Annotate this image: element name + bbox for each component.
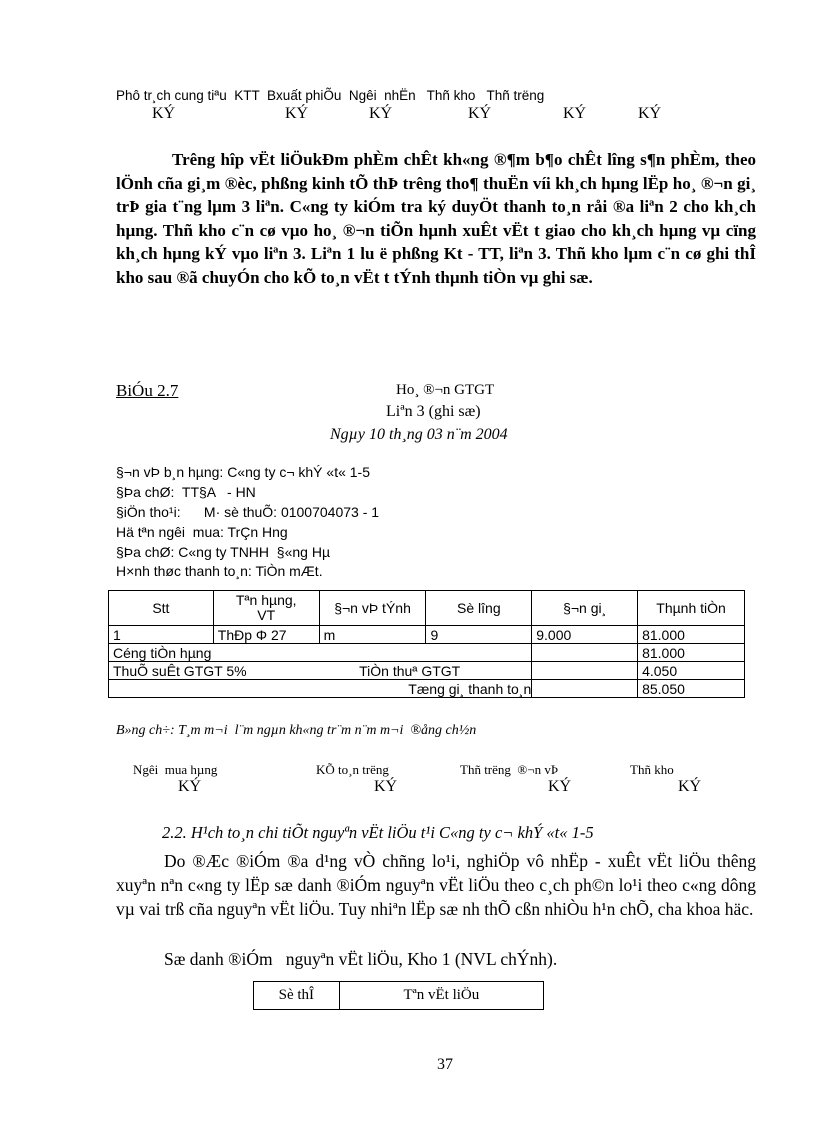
signature-ky: KÝ	[678, 778, 702, 795]
total-row	[109, 680, 745, 698]
invoice-table	[108, 590, 745, 698]
sig-label-buyer: Ngêi mua hµng	[133, 762, 218, 777]
header-stt: Stt	[109, 591, 214, 626]
body-paragraph: Trêng hîp vËt liÖukÐm phÈm chÊt kh«ng ®¶m b¶o chÊt lîng s¶n phÈm, theo lÖnh cña gi¸m ®èc, phßng kinh tÕ thÞ trêng tho¶ thuËn víi kh¸ch hµng lËp ho¸ ®¬n gi¸ trÞ gia t¨ng lµm 3 liªn. C«ng ty kiÓm tra ký duyÖt thanh to¸n råi ®a liªn 2 cho kh¸ch hµng. Thñ kho c¨n cø vµo ho¸ ®¬n tiÕn hµnh xuÊt vËt t giao cho kh¸ch hµng vµ cïng kh¸ch hµng kÝ vµo liªn 3. Liªn 1 lu ë phßng Kt - TT, liªn 3. Thñ kho lµm c¨n cø ghi thÎ kho sau ®ã chuyÓn cho kÕ to¸n vËt t tÝnh thµnh tiÒn vµ ghi sæ.	[116, 150, 756, 287]
section-heading: 2.2. H¹ch to¸n chi tiÕt nguyªn vËt liÖu t¹i C«ng ty c¬ khÝ «t« 1-5	[162, 823, 594, 842]
header-card-number: Sè thÎ	[254, 982, 340, 1010]
table-row	[109, 626, 745, 644]
signature-ky: KÝ	[374, 778, 398, 795]
header-unit-price: §¬n gi¸	[532, 591, 638, 626]
signature-ky: KÝ	[285, 105, 309, 122]
buyer-address: §Þa chØ: C«ng ty TNHH §«ng Hµ	[116, 544, 331, 560]
cell-stt: 1	[109, 626, 214, 644]
subtotal-row	[109, 644, 745, 662]
sig-label-chief-accountant: KÕ to¸n trëng	[316, 762, 389, 777]
book-line: Sæ danh ®iÓm nguyªn vËt liÖu, Kho 1 (NVL chÝnh).	[164, 949, 558, 969]
header-material-name: Tªn vËt liÖu	[339, 982, 543, 1010]
invoice-date: Ngµy 10 th¸ng 03 n¨m 2004	[330, 426, 508, 443]
invoice-header-row	[109, 591, 745, 626]
tax-row	[109, 662, 745, 680]
invoice-title: Ho¸ ®¬n GTGT	[396, 382, 495, 398]
page-number: 37	[437, 1056, 453, 1073]
sig-label-unit-head: Thñ trëng ®¬n vÞ	[460, 762, 559, 777]
header-item-name: Tªn hµng, VT	[213, 591, 319, 626]
subtotal-value: 81.000	[638, 644, 745, 662]
tax-spacer	[532, 662, 638, 680]
signature-ky: KÝ	[638, 105, 662, 122]
seller-phone-tax: §iÖn tho¹i: M· sè thuÕ: 0100704073 - 1	[116, 504, 380, 520]
seller-name: §¬n vÞ b¸n hµng: C«ng ty c¬ khÝ «t« 1-5	[116, 464, 370, 480]
payment-method: H×nh thøc thanh to¸n: TiÒn mÆt.	[116, 563, 323, 579]
signature-ky: KÝ	[468, 105, 492, 122]
header-quantity: Sè lîng	[426, 591, 532, 626]
total-label: Tæng gi¸ thanh to¸n	[109, 680, 532, 698]
seller-address: §Þa chØ: TT§A - HN	[116, 484, 256, 500]
tax-amount-label: TiÒn thuª GTGT	[319, 662, 532, 680]
signature-ky: KÝ	[369, 105, 393, 122]
sig-label-storekeeper: Thñ kho	[630, 762, 674, 777]
material-book-table	[253, 981, 544, 1010]
tax-value: 4.050	[638, 662, 745, 680]
header-amount: Thµnh tiÒn	[638, 591, 745, 626]
cell-item-name: ThÐp Φ 27	[213, 626, 319, 644]
signature-ky: KÝ	[152, 105, 176, 122]
form-label: BiÓu 2.7	[116, 381, 179, 400]
top-signature-labels: Phô tr¸ch cung tiªu KTT Bxuất phiÕu Ngêi nhËn Thñ kho Thñ trëng	[116, 88, 545, 103]
subtotal-spacer	[532, 644, 638, 662]
body-paragraph: Do ®Æc ®iÓm ®a d¹ng vÒ chñng lo¹i, nghiÖp vô nhËp - xuÊt vËt liÖu thêng xuyªn nªn c«ng ty lËp sæ danh ®iÓm nguyªn vËt liÖu theo c¸ch ph©n lo¹i theo c«ng dông vµ vai trß cña nguyªn vËt liÖu. Tuy nhiªn lËp sæ nh thÕ cßn nhiÒu h¹n chÕ, cha khoa häc.	[116, 851, 756, 919]
signature-ky: KÝ	[563, 105, 587, 122]
signature-ky: KÝ	[548, 778, 572, 795]
signature-ky: KÝ	[178, 778, 202, 795]
cell-unit: m	[319, 626, 426, 644]
cell-quantity: 9	[426, 626, 532, 644]
tax-rate-label: ThuÕ suÊt GTGT 5%	[109, 662, 320, 680]
buyer-name: Hä tªn ngêi mua: TrÇn Hng	[116, 524, 288, 540]
book-header-row	[254, 982, 544, 1010]
cell-unit-price: 9.000	[532, 626, 638, 644]
amount-in-words: B»ng ch÷: T¸m m¬i l¨m ngµn kh«ng tr¨m n¨m m¬i ®ång ch½n	[116, 723, 477, 738]
total-value: 85.050	[638, 680, 745, 698]
subtotal-label: Céng tiÒn hµng	[109, 644, 532, 662]
cell-amount: 81.000	[638, 626, 745, 644]
header-unit: §¬n vÞ tÝnh	[319, 591, 426, 626]
invoice-copy: Liªn 3 (ghi sæ)	[386, 403, 481, 420]
total-spacer	[532, 680, 638, 698]
